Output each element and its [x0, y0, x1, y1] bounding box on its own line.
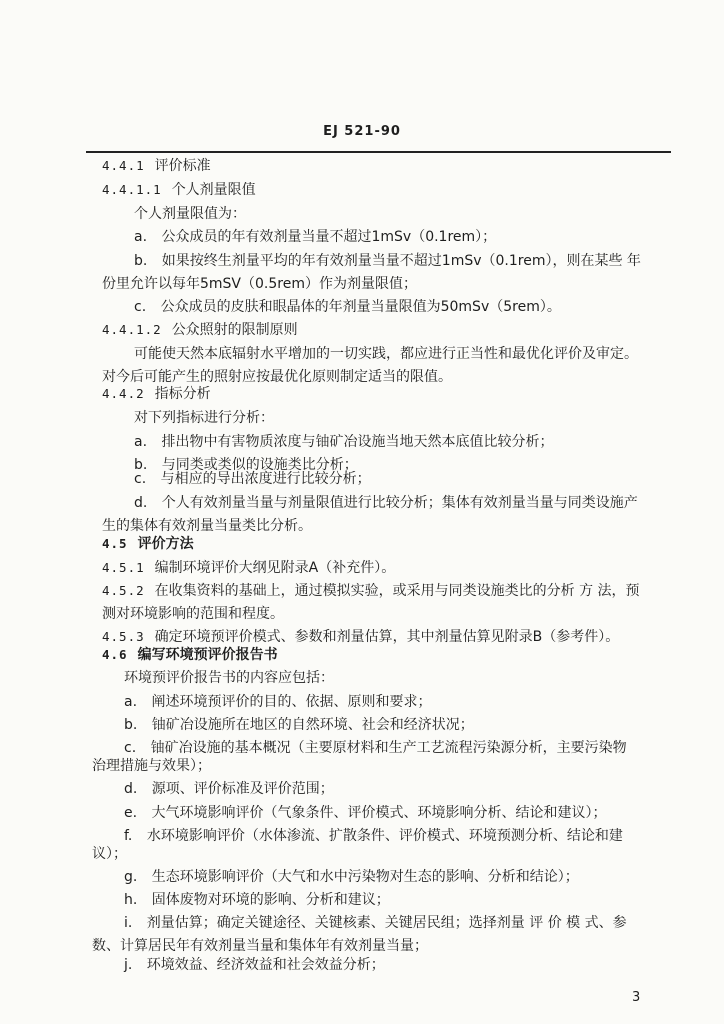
section-continuation: 测对环境影响的范围和程度。: [102, 606, 284, 622]
list-marker: b.: [134, 457, 148, 473]
list-marker: c.: [134, 299, 147, 315]
list-item: [134, 252, 641, 270]
list-text: 排出物中有害物质浓度与铀矿冶设施当地天然本底值比较分析；: [161, 434, 554, 450]
section-4-4-1-1: [102, 181, 256, 199]
list-marker: a.: [124, 694, 138, 710]
list-marker: d.: [134, 495, 148, 511]
list-text: 铀矿冶设施所在地区的自然环境、社会和经济状况；: [151, 717, 474, 733]
section-4-5-2: [102, 582, 640, 600]
list-item: [124, 891, 390, 909]
list-item: [124, 914, 627, 932]
list-item-continuation: 生的集体有效剂量当量类比分析。: [102, 518, 312, 534]
list-text: 个人有效剂量当量与剂量限值进行比较分析；集体有效剂量当量与同类设施产: [161, 495, 638, 511]
section-4-5: [102, 535, 194, 553]
section-title: 个人剂量限值: [171, 182, 256, 198]
list-text: 公众成员的年有效剂量当量不超过1mSv（0.1rem）；: [161, 229, 497, 245]
list-item-continuation: 议）；: [92, 846, 127, 862]
list-text: 阐述环境预评价的目的、依据、原则和要求；: [151, 694, 432, 710]
document-code: EJ 521-90: [323, 124, 401, 139]
list-item: [124, 716, 474, 734]
section-4-4-2: [102, 385, 211, 403]
section-number: 4.4.1.2: [102, 322, 162, 337]
list-item: [134, 298, 561, 316]
section-title: 评价标准: [154, 158, 211, 174]
list-marker: c.: [124, 740, 137, 756]
section-text: 编制环境评价大纲见附录A（补充件）。: [154, 560, 396, 576]
list-item: [124, 827, 623, 845]
paragraph: 个人剂量限值为：: [134, 206, 246, 222]
list-item-continuation: 份里允许以每年5mSV（0.5rem）作为剂量限值；: [102, 276, 417, 292]
paragraph: 对今后可能产生的照射应按最优化原则制定适当的限值。: [102, 369, 452, 385]
list-item: [134, 228, 496, 246]
list-marker: j.: [124, 957, 133, 973]
list-item: [124, 739, 627, 757]
section-text: 确定环境预评价模式、参数和剂量估算，其中剂量估算见附录B（参考件）。: [154, 629, 620, 645]
list-text: 环境效益、经济效益和社会效益分析；: [146, 957, 385, 973]
page-number: 3: [632, 990, 641, 1005]
list-item: [124, 868, 579, 886]
section-4-4-1: [102, 157, 211, 175]
list-item-continuation: 数、计算居民年有效剂量当量和集体年有效剂量当量；: [92, 938, 428, 954]
section-number: 4.4.1: [102, 158, 145, 173]
list-item: [124, 780, 334, 798]
section-title: 公众照射的限制原则: [171, 322, 298, 338]
list-marker: a.: [134, 229, 148, 245]
list-item: [134, 433, 553, 451]
paragraph: 可能使天然本底辐射水平增加的一切实践，都应进行正当性和最优化评价及审定。: [134, 346, 638, 362]
list-text: 公众成员的皮肤和眼晶体的年剂量当量限值为50mSv（5rem）。: [160, 299, 561, 315]
section-number: 4.5.3: [102, 629, 145, 644]
list-marker: a.: [134, 434, 148, 450]
list-item: [124, 956, 385, 974]
list-text: 水环境影响评价（水体渗流、扩散条件、评价模式、环境预测分析、结论和建: [146, 828, 623, 844]
section-number: 4.6: [102, 647, 128, 662]
list-text: 如果按终生剂量平均的年有效剂量当量不超过1mSv（0.1rem），则在某些 年: [161, 253, 641, 269]
list-marker: g.: [124, 869, 138, 885]
header-rule: [86, 151, 671, 153]
list-text: 铀矿冶设施的基本概况（主要原材料和生产工艺流程污染源分析，主要污染物: [150, 740, 627, 756]
list-marker: b.: [124, 717, 138, 733]
paragraph: 对下列指标进行分析：: [134, 410, 274, 426]
list-text: 固体废物对环境的影响、分析和建议；: [151, 892, 390, 908]
list-item: [124, 693, 431, 711]
list-item: [134, 470, 371, 488]
list-item: [134, 494, 638, 512]
list-marker: e.: [124, 805, 138, 821]
list-marker: b.: [134, 253, 148, 269]
list-text: 生态环境影响评价（大气和水中污染物对生态的影响、分析和结论）；: [151, 869, 579, 885]
section-title: 指标分析: [154, 386, 211, 402]
section-number: 4.4.1.1: [102, 182, 162, 197]
section-title: 评价方法: [137, 536, 194, 552]
list-text: 剂量估算；确定关键途径、关键核素、关键居民组；选择剂量 评 价 模 式、参: [146, 915, 627, 931]
list-item-continuation: 治理措施与效果）；: [92, 758, 211, 774]
list-text: 与相应的导出浓度进行比较分析；: [160, 471, 371, 487]
section-number: 4.4.2: [102, 386, 145, 401]
section-text: 在收集资料的基础上，通过模拟实验，或采用与同类设施类比的分析 方 法，预: [154, 583, 640, 599]
paragraph: 环境预评价报告书的内容应包括：: [124, 670, 334, 686]
list-item: [124, 804, 607, 822]
list-marker: h.: [124, 892, 138, 908]
section-number: 4.5.1: [102, 560, 145, 575]
section-4-4-1-2: [102, 321, 298, 339]
section-number: 4.5.2: [102, 583, 145, 598]
section-title: 编写环境预评价报告书: [137, 647, 278, 663]
section-number: 4.5: [102, 536, 128, 551]
list-text: 大气环境影响评价（气象条件、评价模式、环境影响分析、结论和建议）；: [151, 805, 607, 821]
list-text: 源项、评价标准及评价范围；: [151, 781, 334, 797]
section-4-6: [102, 646, 278, 664]
list-marker: f.: [124, 828, 133, 844]
section-4-5-3: [102, 628, 619, 646]
list-marker: i.: [124, 915, 133, 931]
list-marker: d.: [124, 781, 138, 797]
section-4-5-1: [102, 559, 395, 577]
list-text: 与同类或类似的设施类比分析；: [161, 457, 358, 473]
list-marker: c.: [134, 471, 147, 487]
